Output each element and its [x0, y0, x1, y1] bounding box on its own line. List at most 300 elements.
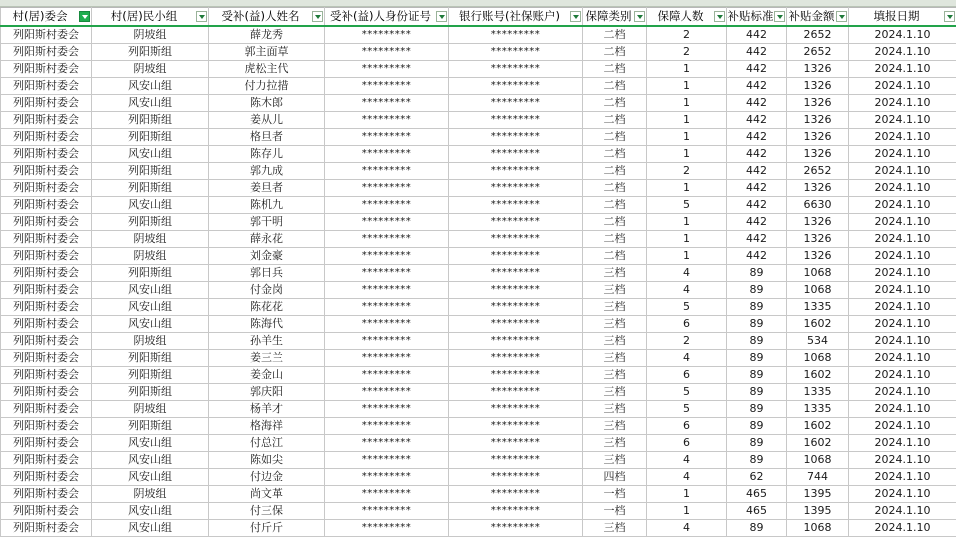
table-cell[interactable]: 陈如尖	[209, 452, 325, 469]
table-cell[interactable]: 列阳斯村委会	[1, 78, 92, 95]
table-cell[interactable]: 列阳斯组	[92, 384, 209, 401]
table-cell[interactable]: 付力拉措	[209, 78, 325, 95]
table-cell[interactable]: 二档	[583, 61, 647, 78]
table-cell[interactable]: 列阳斯村委会	[1, 44, 92, 61]
table-cell[interactable]: 465	[727, 486, 787, 503]
table-cell[interactable]: 1602	[787, 367, 849, 384]
table-cell[interactable]: 列阳斯村委会	[1, 384, 92, 401]
table-cell[interactable]: 风安山组	[92, 95, 209, 112]
table-cell[interactable]: 列阳斯组	[92, 112, 209, 129]
table-cell[interactable]: 1	[647, 248, 727, 265]
table-cell[interactable]: *********	[325, 265, 449, 282]
table-cell[interactable]: 2024.1.10	[849, 299, 956, 316]
col-header-village-committee[interactable]	[1, 8, 92, 27]
table-cell[interactable]: 2024.1.10	[849, 95, 956, 112]
table-cell[interactable]: *********	[325, 180, 449, 197]
table-cell[interactable]: 442	[727, 78, 787, 95]
table-cell[interactable]: 2024.1.10	[849, 435, 956, 452]
table-cell[interactable]: *********	[325, 418, 449, 435]
table-cell[interactable]: 二档	[583, 146, 647, 163]
table-cell[interactable]: *********	[449, 61, 583, 78]
table-cell[interactable]: 442	[727, 214, 787, 231]
table-cell[interactable]: 442	[727, 180, 787, 197]
table-cell[interactable]: *********	[325, 282, 449, 299]
table-cell[interactable]: 风安山组	[92, 452, 209, 469]
table-cell[interactable]: 89	[727, 299, 787, 316]
table-cell[interactable]: 2024.1.10	[849, 112, 956, 129]
table-cell[interactable]: *********	[449, 282, 583, 299]
table-cell[interactable]: *********	[325, 401, 449, 418]
table-cell[interactable]: 三档	[583, 316, 647, 333]
table-cell[interactable]: 4	[647, 452, 727, 469]
table-cell[interactable]: *********	[325, 299, 449, 316]
table-cell[interactable]: 1326	[787, 180, 849, 197]
table-cell[interactable]: 1	[647, 503, 727, 520]
table-cell[interactable]: *********	[325, 112, 449, 129]
table-cell[interactable]: 列阳斯组	[92, 214, 209, 231]
table-cell[interactable]: 列阳斯村委会	[1, 146, 92, 163]
table-cell[interactable]: *********	[449, 78, 583, 95]
table-cell[interactable]: 二档	[583, 248, 647, 265]
table-cell[interactable]: 1326	[787, 248, 849, 265]
table-cell[interactable]: *********	[449, 197, 583, 214]
table-cell[interactable]: *********	[449, 129, 583, 146]
filter-dropdown-icon[interactable]	[570, 11, 581, 22]
table-cell[interactable]: 2024.1.10	[849, 197, 956, 214]
table-cell[interactable]: 列阳斯村委会	[1, 316, 92, 333]
table-cell[interactable]: 2024.1.10	[849, 265, 956, 282]
table-cell[interactable]: 列阳斯村委会	[1, 95, 92, 112]
table-cell[interactable]: 1326	[787, 214, 849, 231]
table-cell[interactable]: 三档	[583, 520, 647, 537]
table-cell[interactable]: *********	[449, 384, 583, 401]
table-cell[interactable]: 2652	[787, 26, 849, 44]
table-cell[interactable]: *********	[325, 44, 449, 61]
table-cell[interactable]: 2024.1.10	[849, 452, 956, 469]
table-cell[interactable]: 列阳斯村委会	[1, 129, 92, 146]
table-cell[interactable]: 442	[727, 197, 787, 214]
table-cell[interactable]: 付斤斤	[209, 520, 325, 537]
table-cell[interactable]: *********	[449, 214, 583, 231]
table-cell[interactable]: *********	[449, 180, 583, 197]
table-cell[interactable]: 付金岗	[209, 282, 325, 299]
table-cell[interactable]: 付总江	[209, 435, 325, 452]
table-cell[interactable]: 三档	[583, 350, 647, 367]
table-cell[interactable]: *********	[325, 316, 449, 333]
table-cell[interactable]: *********	[325, 214, 449, 231]
filter-dropdown-icon[interactable]	[634, 11, 645, 22]
table-cell[interactable]: 2024.1.10	[849, 469, 956, 486]
table-cell[interactable]: 2024.1.10	[849, 180, 956, 197]
table-cell[interactable]: 三档	[583, 282, 647, 299]
table-cell[interactable]: *********	[325, 367, 449, 384]
table-cell[interactable]: 1326	[787, 78, 849, 95]
table-cell[interactable]: *********	[325, 248, 449, 265]
table-cell[interactable]: 442	[727, 163, 787, 180]
table-cell[interactable]: 列阳斯组	[92, 180, 209, 197]
table-cell[interactable]: 2024.1.10	[849, 316, 956, 333]
table-cell[interactable]: *********	[325, 384, 449, 401]
table-cell[interactable]: 1326	[787, 146, 849, 163]
table-cell[interactable]: 5	[647, 299, 727, 316]
table-cell[interactable]: 姜三兰	[209, 350, 325, 367]
table-cell[interactable]: 列阳斯组	[92, 129, 209, 146]
table-cell[interactable]: 4	[647, 350, 727, 367]
table-cell[interactable]: 1068	[787, 282, 849, 299]
table-cell[interactable]: 1	[647, 61, 727, 78]
table-cell[interactable]: 2024.1.10	[849, 350, 956, 367]
table-cell[interactable]: 2024.1.10	[849, 146, 956, 163]
table-cell[interactable]: 风安山组	[92, 469, 209, 486]
table-cell[interactable]: 2024.1.10	[849, 61, 956, 78]
table-cell[interactable]: 陈机九	[209, 197, 325, 214]
table-cell[interactable]: 一档	[583, 486, 647, 503]
table-cell[interactable]: 89	[727, 435, 787, 452]
table-cell[interactable]: 442	[727, 146, 787, 163]
table-cell[interactable]: 2024.1.10	[849, 418, 956, 435]
table-cell[interactable]: 1335	[787, 384, 849, 401]
table-cell[interactable]: 陈花花	[209, 299, 325, 316]
table-cell[interactable]: 风安山组	[92, 197, 209, 214]
table-cell[interactable]: 列阳斯村委会	[1, 26, 92, 44]
table-cell[interactable]: 1	[647, 78, 727, 95]
table-cell[interactable]: 4	[647, 469, 727, 486]
table-cell[interactable]: 列阳斯村委会	[1, 265, 92, 282]
table-cell[interactable]: 风安山组	[92, 520, 209, 537]
table-cell[interactable]: 阴坡组	[92, 401, 209, 418]
table-cell[interactable]: *********	[449, 350, 583, 367]
table-cell[interactable]: 孙羊生	[209, 333, 325, 350]
table-cell[interactable]: 姜从儿	[209, 112, 325, 129]
table-cell[interactable]: *********	[325, 469, 449, 486]
table-cell[interactable]: 姜金山	[209, 367, 325, 384]
table-cell[interactable]: 1335	[787, 299, 849, 316]
table-cell[interactable]: 89	[727, 401, 787, 418]
table-cell[interactable]: 1326	[787, 129, 849, 146]
table-cell[interactable]: 1602	[787, 435, 849, 452]
table-cell[interactable]: *********	[449, 44, 583, 61]
table-cell[interactable]: 列阳斯组	[92, 418, 209, 435]
table-cell[interactable]: *********	[449, 401, 583, 418]
table-cell[interactable]: 三档	[583, 367, 647, 384]
table-cell[interactable]: 一档	[583, 503, 647, 520]
table-cell[interactable]: *********	[325, 26, 449, 44]
table-cell[interactable]: *********	[449, 163, 583, 180]
filter-dropdown-icon[interactable]	[196, 11, 207, 22]
col-header-people-count[interactable]	[647, 8, 727, 27]
table-cell[interactable]: 1	[647, 486, 727, 503]
table-cell[interactable]: 郭主面草	[209, 44, 325, 61]
table-cell[interactable]: 三档	[583, 384, 647, 401]
table-cell[interactable]: 2024.1.10	[849, 248, 956, 265]
table-cell[interactable]: 陈存儿	[209, 146, 325, 163]
table-cell[interactable]: 阴坡组	[92, 231, 209, 248]
table-cell[interactable]: 1326	[787, 112, 849, 129]
filter-dropdown-icon[interactable]	[714, 11, 725, 22]
table-cell[interactable]: 二档	[583, 231, 647, 248]
table-cell[interactable]: 郭日兵	[209, 265, 325, 282]
table-cell[interactable]: *********	[449, 503, 583, 520]
table-cell[interactable]: 89	[727, 384, 787, 401]
table-cell[interactable]: 1068	[787, 265, 849, 282]
table-cell[interactable]: 列阳斯组	[92, 265, 209, 282]
table-cell[interactable]: 442	[727, 95, 787, 112]
table-cell[interactable]: 2652	[787, 44, 849, 61]
table-cell[interactable]: *********	[325, 95, 449, 112]
table-cell[interactable]: 1	[647, 129, 727, 146]
table-cell[interactable]: 1335	[787, 401, 849, 418]
table-cell[interactable]: 5	[647, 197, 727, 214]
table-cell[interactable]: *********	[449, 333, 583, 350]
table-cell[interactable]: 1068	[787, 452, 849, 469]
table-cell[interactable]: 格海祥	[209, 418, 325, 435]
table-cell[interactable]: 列阳斯村委会	[1, 350, 92, 367]
table-cell[interactable]: 6	[647, 435, 727, 452]
table-cell[interactable]: 列阳斯组	[92, 163, 209, 180]
table-cell[interactable]: *********	[325, 163, 449, 180]
table-cell[interactable]: 列阳斯村委会	[1, 367, 92, 384]
table-cell[interactable]: 列阳斯村委会	[1, 418, 92, 435]
table-cell[interactable]: 89	[727, 333, 787, 350]
table-cell[interactable]: 534	[787, 333, 849, 350]
table-cell[interactable]: 刘金豪	[209, 248, 325, 265]
col-header-name[interactable]	[209, 8, 325, 27]
table-cell[interactable]: 5	[647, 384, 727, 401]
table-cell[interactable]: 89	[727, 265, 787, 282]
table-cell[interactable]: 2024.1.10	[849, 486, 956, 503]
table-cell[interactable]: 列阳斯村委会	[1, 282, 92, 299]
filter-dropdown-icon[interactable]	[836, 11, 847, 22]
table-cell[interactable]: *********	[325, 333, 449, 350]
table-cell[interactable]: 2024.1.10	[849, 78, 956, 95]
table-cell[interactable]: 列阳斯村委会	[1, 452, 92, 469]
table-cell[interactable]: 风安山组	[92, 146, 209, 163]
table-cell[interactable]: 列阳斯组	[92, 350, 209, 367]
table-cell[interactable]: 付三保	[209, 503, 325, 520]
table-cell[interactable]: *********	[325, 197, 449, 214]
table-cell[interactable]: 2024.1.10	[849, 333, 956, 350]
table-cell[interactable]: 4	[647, 520, 727, 537]
table-cell[interactable]: 风安山组	[92, 435, 209, 452]
table-cell[interactable]: 风安山组	[92, 78, 209, 95]
table-cell[interactable]: 尚文革	[209, 486, 325, 503]
table-cell[interactable]: 6630	[787, 197, 849, 214]
table-cell[interactable]: 列阳斯村委会	[1, 163, 92, 180]
table-cell[interactable]: 6	[647, 418, 727, 435]
table-cell[interactable]: 4	[647, 265, 727, 282]
table-cell[interactable]: 郭庆阳	[209, 384, 325, 401]
table-cell[interactable]: *********	[325, 78, 449, 95]
table-cell[interactable]: 1	[647, 95, 727, 112]
table-cell[interactable]: 二档	[583, 197, 647, 214]
filter-dropdown-icon[interactable]	[312, 11, 323, 22]
table-cell[interactable]: 三档	[583, 452, 647, 469]
table-cell[interactable]: 744	[787, 469, 849, 486]
table-cell[interactable]: 1	[647, 112, 727, 129]
table-cell[interactable]: *********	[449, 26, 583, 44]
table-cell[interactable]: 三档	[583, 418, 647, 435]
table-cell[interactable]: 1602	[787, 418, 849, 435]
table-cell[interactable]: 列阳斯村委会	[1, 520, 92, 537]
table-cell[interactable]: 二档	[583, 214, 647, 231]
table-cell[interactable]: 二档	[583, 95, 647, 112]
table-cell[interactable]: 442	[727, 231, 787, 248]
table-cell[interactable]: 陈木郎	[209, 95, 325, 112]
table-cell[interactable]: 三档	[583, 401, 647, 418]
table-cell[interactable]: 三档	[583, 299, 647, 316]
table-cell[interactable]: 2024.1.10	[849, 401, 956, 418]
table-cell[interactable]: 89	[727, 282, 787, 299]
table-cell[interactable]: 阴坡组	[92, 61, 209, 78]
table-cell[interactable]: *********	[325, 486, 449, 503]
table-cell[interactable]: 二档	[583, 78, 647, 95]
table-cell[interactable]: 2652	[787, 163, 849, 180]
table-cell[interactable]: 风安山组	[92, 316, 209, 333]
table-cell[interactable]: 二档	[583, 180, 647, 197]
table-cell[interactable]: 465	[727, 503, 787, 520]
table-cell[interactable]: 442	[727, 61, 787, 78]
table-cell[interactable]: 二档	[583, 129, 647, 146]
table-cell[interactable]: 2	[647, 26, 727, 44]
filter-dropdown-icon[interactable]	[774, 11, 785, 22]
table-cell[interactable]: 二档	[583, 112, 647, 129]
table-cell[interactable]: 薛龙秀	[209, 26, 325, 44]
table-cell[interactable]: 1395	[787, 503, 849, 520]
table-cell[interactable]: 列阳斯村委会	[1, 469, 92, 486]
table-cell[interactable]: 2024.1.10	[849, 44, 956, 61]
table-cell[interactable]: 442	[727, 44, 787, 61]
table-cell[interactable]: 1	[647, 214, 727, 231]
table-cell[interactable]: 三档	[583, 435, 647, 452]
table-cell[interactable]: 杨羊才	[209, 401, 325, 418]
table-cell[interactable]: 89	[727, 452, 787, 469]
table-cell[interactable]: 89	[727, 367, 787, 384]
table-cell[interactable]: 付边金	[209, 469, 325, 486]
table-cell[interactable]: 风安山组	[92, 282, 209, 299]
table-cell[interactable]: 1326	[787, 95, 849, 112]
col-header-id-number[interactable]	[325, 8, 449, 27]
table-cell[interactable]: *********	[325, 520, 449, 537]
table-cell[interactable]: 姜旦者	[209, 180, 325, 197]
table-cell[interactable]: 列阳斯村委会	[1, 503, 92, 520]
table-cell[interactable]: 2024.1.10	[849, 26, 956, 44]
table-cell[interactable]: 89	[727, 520, 787, 537]
table-cell[interactable]: *********	[449, 112, 583, 129]
table-cell[interactable]: *********	[449, 316, 583, 333]
table-cell[interactable]: 442	[727, 129, 787, 146]
table-cell[interactable]: 2024.1.10	[849, 384, 956, 401]
table-cell[interactable]: 442	[727, 248, 787, 265]
table-cell[interactable]: 2024.1.10	[849, 282, 956, 299]
filter-dropdown-icon[interactable]	[436, 11, 447, 22]
table-cell[interactable]: *********	[325, 146, 449, 163]
table-cell[interactable]: 2	[647, 163, 727, 180]
table-cell[interactable]: 陈海代	[209, 316, 325, 333]
table-cell[interactable]: 列阳斯村委会	[1, 231, 92, 248]
table-cell[interactable]: *********	[449, 367, 583, 384]
col-header-subsidy-amount[interactable]	[787, 8, 849, 27]
table-cell[interactable]: 2024.1.10	[849, 520, 956, 537]
table-cell[interactable]: *********	[449, 248, 583, 265]
table-cell[interactable]: *********	[325, 435, 449, 452]
col-header-subsidy-standard[interactable]	[727, 8, 787, 27]
table-cell[interactable]: 89	[727, 316, 787, 333]
col-header-fill-date[interactable]	[849, 8, 956, 27]
table-cell[interactable]: 6	[647, 316, 727, 333]
table-cell[interactable]: 四档	[583, 469, 647, 486]
table-cell[interactable]: 阴坡组	[92, 486, 209, 503]
filter-dropdown-icon[interactable]	[79, 11, 90, 22]
table-cell[interactable]: *********	[449, 231, 583, 248]
table-cell[interactable]: 列阳斯村委会	[1, 248, 92, 265]
table-cell[interactable]: *********	[449, 486, 583, 503]
table-cell[interactable]: 1	[647, 180, 727, 197]
table-cell[interactable]: 列阳斯村委会	[1, 61, 92, 78]
table-cell[interactable]: 1602	[787, 316, 849, 333]
col-header-group[interactable]	[92, 8, 209, 27]
table-cell[interactable]: 列阳斯村委会	[1, 197, 92, 214]
table-cell[interactable]: *********	[449, 469, 583, 486]
table-cell[interactable]: 2024.1.10	[849, 129, 956, 146]
table-cell[interactable]: 1	[647, 146, 727, 163]
table-cell[interactable]: 1068	[787, 520, 849, 537]
table-cell[interactable]: 2024.1.10	[849, 231, 956, 248]
table-cell[interactable]: 2024.1.10	[849, 163, 956, 180]
table-cell[interactable]: 62	[727, 469, 787, 486]
table-cell[interactable]: 列阳斯村委会	[1, 112, 92, 129]
table-cell[interactable]: 风安山组	[92, 299, 209, 316]
table-cell[interactable]: 三档	[583, 265, 647, 282]
table-cell[interactable]: 1068	[787, 350, 849, 367]
table-cell[interactable]: 列阳斯村委会	[1, 333, 92, 350]
table-cell[interactable]: 二档	[583, 26, 647, 44]
table-cell[interactable]: 1	[647, 231, 727, 248]
col-header-bank-account[interactable]	[449, 8, 583, 27]
table-cell[interactable]: *********	[325, 452, 449, 469]
table-cell[interactable]: 2024.1.10	[849, 367, 956, 384]
table-cell[interactable]: 薛永花	[209, 231, 325, 248]
table-cell[interactable]: 郭干明	[209, 214, 325, 231]
table-cell[interactable]: 1395	[787, 486, 849, 503]
table-cell[interactable]: 风安山组	[92, 503, 209, 520]
table-cell[interactable]: 列阳斯村委会	[1, 299, 92, 316]
table-cell[interactable]: 列阳斯村委会	[1, 486, 92, 503]
table-cell[interactable]: 列阳斯村委会	[1, 214, 92, 231]
table-cell[interactable]: *********	[325, 350, 449, 367]
table-cell[interactable]: 2	[647, 333, 727, 350]
table-cell[interactable]: *********	[449, 452, 583, 469]
table-cell[interactable]: *********	[449, 299, 583, 316]
table-cell[interactable]: *********	[449, 95, 583, 112]
col-header-category[interactable]	[583, 8, 647, 27]
table-cell[interactable]: *********	[325, 129, 449, 146]
table-cell[interactable]: 列阳斯村委会	[1, 435, 92, 452]
table-cell[interactable]: 列阳斯组	[92, 367, 209, 384]
table-cell[interactable]: *********	[325, 503, 449, 520]
table-cell[interactable]: 二档	[583, 163, 647, 180]
table-cell[interactable]: *********	[449, 265, 583, 282]
table-cell[interactable]: *********	[449, 520, 583, 537]
table-cell[interactable]: 三档	[583, 333, 647, 350]
table-cell[interactable]: 1326	[787, 231, 849, 248]
table-cell[interactable]: 89	[727, 418, 787, 435]
table-cell[interactable]: 6	[647, 367, 727, 384]
table-cell[interactable]: 列阳斯村委会	[1, 401, 92, 418]
table-cell[interactable]: 虎松主代	[209, 61, 325, 78]
table-cell[interactable]: 阴坡组	[92, 333, 209, 350]
table-cell[interactable]: 442	[727, 112, 787, 129]
table-cell[interactable]: 列阳斯村委会	[1, 180, 92, 197]
